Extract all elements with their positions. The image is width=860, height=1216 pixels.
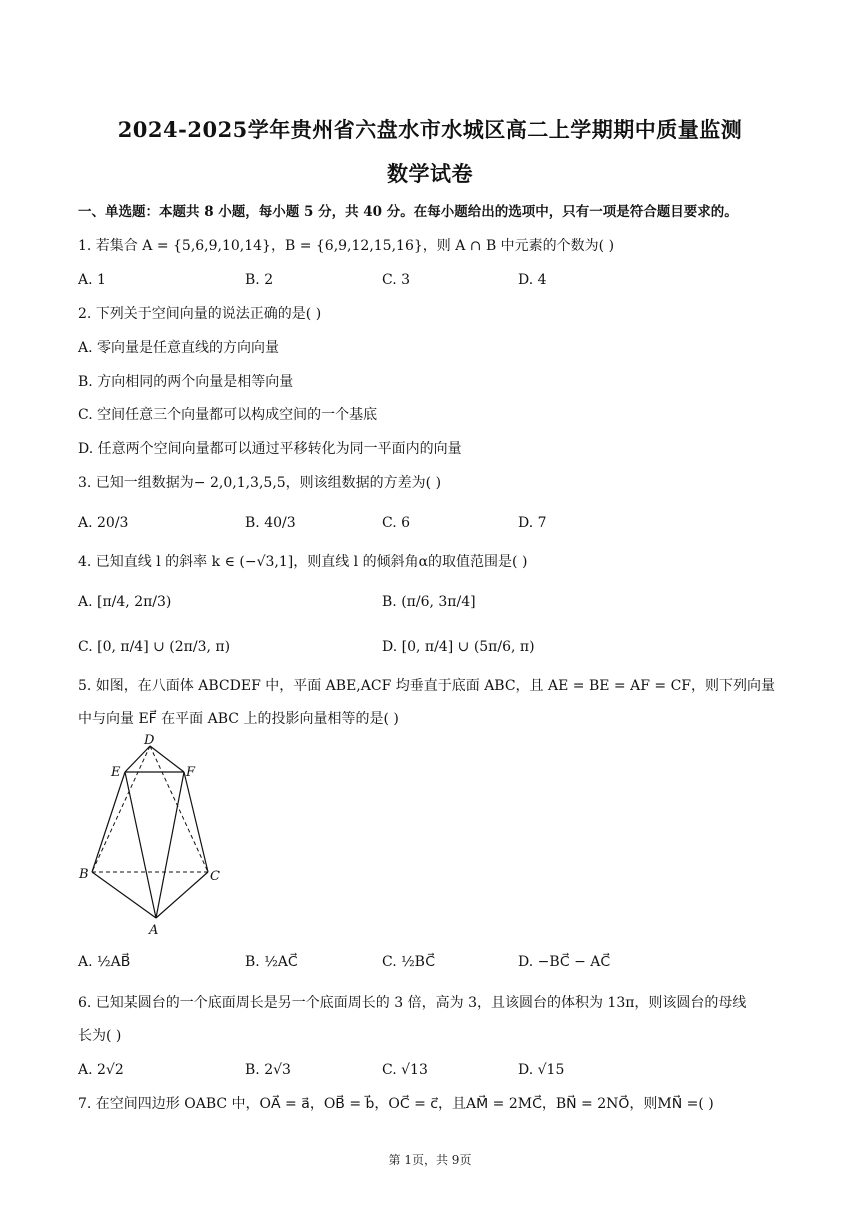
section-heading: 一、单选题：本题共 8 小题，每小题 5 分，共 40 分。在每小题给出的选项中，只有一项是符合题目要求的。 [78,204,738,220]
question-4-stem: 4. 已知直线 l 的斜率 k ∈ (−√3,1]，则直线 l 的倾斜角α的取值范围是( ) [78,554,528,570]
q3-option-d: D. 7 [518,515,547,531]
edge-D-F [150,746,184,772]
q1-option-a: A. 1 [78,272,106,288]
q5-option-c: C. ½BC⃗ [382,954,436,970]
q2-option-c: C. 空间任意三个向量都可以构成空间的一个基底 [78,407,378,423]
question-3-stem: 3. 已知一组数据为− 2,0,1,3,5,5，则该组数据的方差为( ) [78,475,442,491]
q3-option-a: A. 20/3 [78,515,129,531]
q2-option-b: B. 方向相同的两个向量是相等向量 [78,374,294,390]
question-5-stem-line1: 5. 如图，在八面体 ABCDEF 中，平面 ABE,ACF 均垂直于底面 ABC，且 AE = BE = AF = CF，则下列向量 [78,678,775,694]
question-2-stem: 2. 下列关于空间向量的说法正确的是( ) [78,306,322,322]
vertex-label-D: D [144,733,155,748]
edge-E-A [125,772,156,918]
exam-title: 2024-2025学年贵州省六盘水市水城区高二上学期期中质量监测 [117,117,743,142]
q5-option-a: A. ½AB⃗ [78,954,131,970]
q5-option-d: D. −BC⃗ − AC⃗ [518,954,611,970]
q4-option-c: C. [0, π/4] ∪ (2π/3, π) [78,639,231,655]
q1-option-b: B. 2 [245,272,274,288]
q1-option-d: D. 4 [518,272,547,288]
edge-E-B [92,772,125,872]
q6-option-d: D. √15 [518,1062,565,1078]
edge-F-A [156,772,184,918]
q2-option-d: D. 任意两个空间向量都可以通过平移转化为同一平面内的向量 [78,441,462,457]
question-6-stem-line1: 6. 已知某圆台的一个底面周长是另一个底面周长的 3 倍，高为 3，且该圆台的体积为 13π，则该圆台的母线 [78,995,747,1011]
question-6-stem-line2: 长为( ) [78,1028,122,1044]
vertex-label-A: A [149,923,159,938]
q1-option-c: C. 3 [382,272,411,288]
vertex-label-B: B [79,867,89,882]
q4-option-b: B. (π/6, 3π/4] [382,594,476,610]
vertex-label-E: E [111,765,121,780]
q4-option-a: A. [π/4, 2π/3) [78,594,172,610]
hidden-edge-D-B [92,746,150,872]
q6-option-b: B. 2√3 [245,1062,291,1078]
q3-option-c: C. 6 [382,515,411,531]
q6-option-c: C. √13 [382,1062,428,1078]
q4-option-d: D. [0, π/4] ∪ (5π/6, π) [382,639,535,655]
exam-subtitle: 数学试卷 [387,161,473,186]
question-5-stem-line2: 中与向量 EF⃗ 在平面 ABC 上的投影向量相等的是( ) [78,711,399,727]
hidden-edge-D-C [150,746,208,872]
q6-option-a: A. 2√2 [78,1062,124,1078]
vertex-label-C: C [210,869,220,884]
question-7-stem: 7. 在空间四边形 OABC 中，OA⃗ = a⃗，OB⃗ = b⃗，OC⃗ = c⃗，且AM⃗ = 2MC⃗，BN⃗ = 2NO⃗，则MN⃗ =( ) [78,1096,714,1112]
edge-B-A [92,872,156,918]
page-footer: 第 1页，共 9页 [388,1153,472,1167]
edge-D-E [125,746,150,772]
question-1-stem: 1. 若集合 A = {5,6,9,10,14}，B = {6,9,12,15,16}，则 A ∩ B 中元素的个数为( ) [78,238,615,254]
edge-F-C [184,772,208,872]
q3-option-b: B. 40/3 [245,515,296,531]
q2-option-a: A. 零向量是任意直线的方向向量 [78,340,280,356]
octahedron-figure [70,732,240,938]
q5-option-b: B. ½AC⃗ [245,954,298,970]
vertex-label-F: F [186,765,196,780]
